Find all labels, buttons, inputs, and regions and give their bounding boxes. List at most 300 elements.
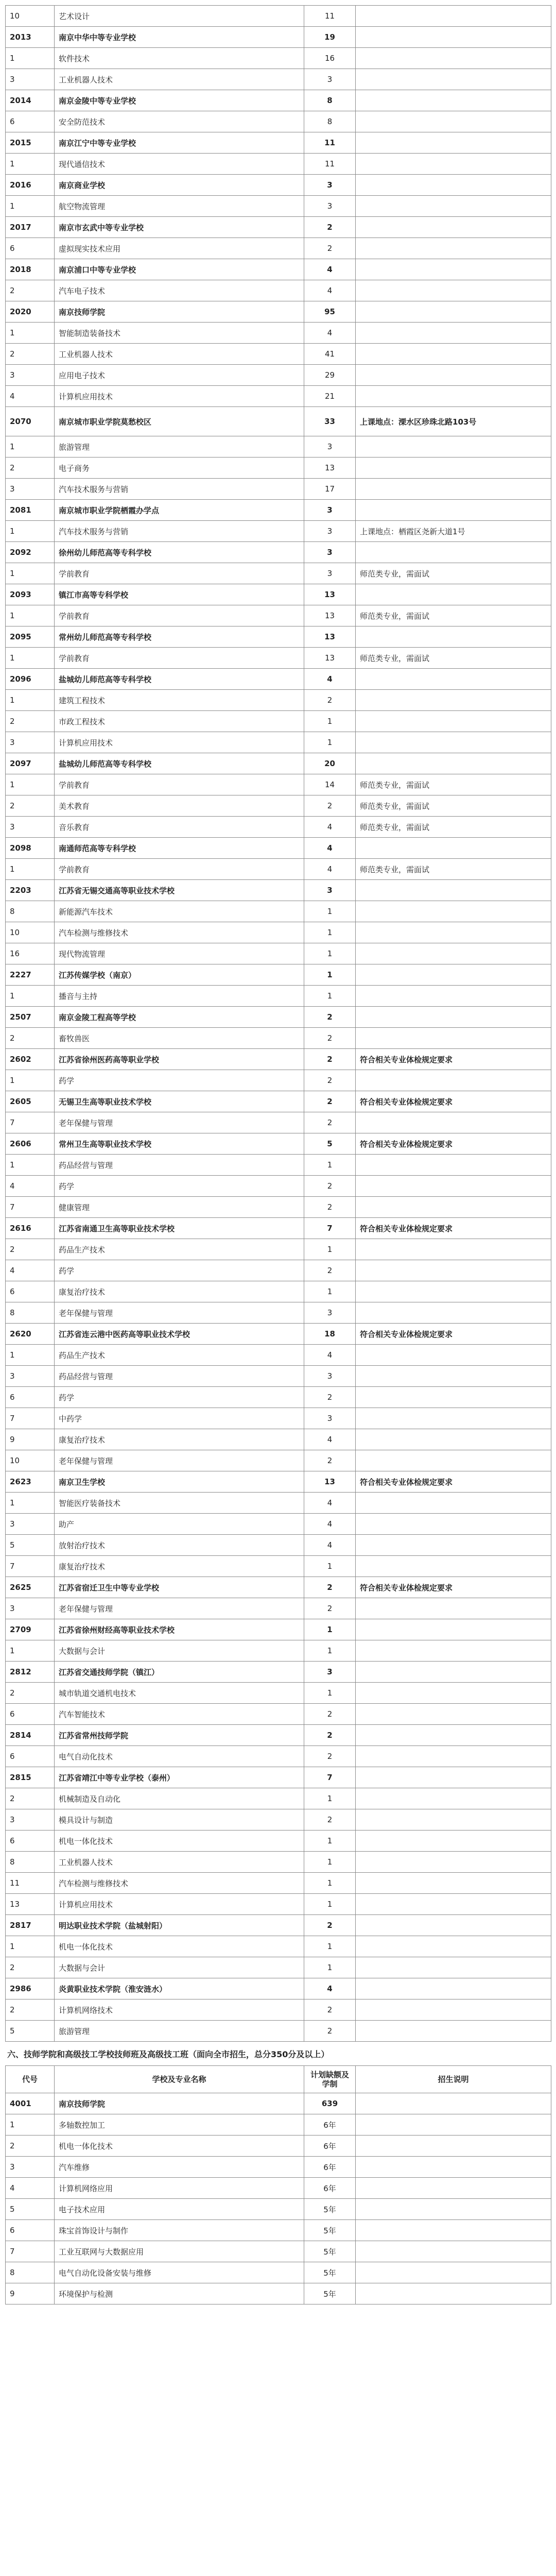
row-code: 9 xyxy=(6,2283,55,2304)
row-plan: 18 xyxy=(304,1324,356,1345)
major-row xyxy=(6,386,551,407)
row-name: 常州卫生高等职业技术学校 xyxy=(55,1133,304,1155)
school-row xyxy=(6,1324,551,1345)
major-row xyxy=(6,1999,551,2021)
row-code: 8 xyxy=(6,901,55,922)
row-note xyxy=(356,1809,551,1831)
row-plan: 4 xyxy=(304,817,356,838)
major-row xyxy=(6,2157,551,2178)
major-row xyxy=(6,457,551,479)
major-row xyxy=(6,1387,551,1408)
row-plan: 4 xyxy=(304,259,356,280)
row-note xyxy=(356,732,551,753)
row-name: 江苏省徐州财经高等职业技术学校 xyxy=(55,1619,304,1640)
major-row xyxy=(6,817,551,838)
row-code: 1 xyxy=(6,1493,55,1514)
row-name: 老年保健与管理 xyxy=(55,1598,304,1619)
row-note: 师范类专业，需面试 xyxy=(356,648,551,669)
row-note xyxy=(356,1450,551,1471)
row-note xyxy=(356,1070,551,1091)
row-plan: 1 xyxy=(304,1619,356,1640)
row-name: 畜牧兽医 xyxy=(55,1028,304,1049)
row-name: 盐城幼儿师范高等专科学校 xyxy=(55,669,304,690)
row-note xyxy=(356,1007,551,1028)
row-note xyxy=(356,2178,551,2199)
row-note xyxy=(356,1831,551,1852)
row-plan: 1 xyxy=(304,711,356,732)
row-plan: 7 xyxy=(304,1218,356,1239)
row-code: 1 xyxy=(6,1070,55,1091)
row-plan: 2 xyxy=(304,1387,356,1408)
row-name: 电子商务 xyxy=(55,457,304,479)
row-plan: 1 xyxy=(304,1239,356,1260)
major-row xyxy=(6,436,551,457)
row-note: 符合相关专业体检规定要求 xyxy=(356,1471,551,1493)
row-code: 2817 xyxy=(6,1915,55,1936)
row-note xyxy=(356,365,551,386)
row-code: 2 xyxy=(6,2136,55,2157)
row-name: 江苏省宿迁卫生中等专业学校 xyxy=(55,1577,304,1598)
row-note xyxy=(356,1598,551,1619)
row-name: 汽车技术服务与营销 xyxy=(55,479,304,500)
row-plan: 2 xyxy=(304,1260,356,1281)
row-note xyxy=(356,386,551,407)
row-plan: 2 xyxy=(304,690,356,711)
major-row xyxy=(6,1197,551,1218)
row-note xyxy=(356,111,551,132)
row-name: 播音与主持 xyxy=(55,986,304,1007)
row-note: 师范类专业，需面试 xyxy=(356,817,551,838)
row-note: 上课地点：溧水区珍珠北路103号 xyxy=(356,407,551,436)
row-plan: 1 xyxy=(304,1788,356,1809)
row-plan: 21 xyxy=(304,386,356,407)
row-plan: 1 xyxy=(304,1281,356,1302)
row-name: 康复治疗技术 xyxy=(55,1429,304,1450)
row-note xyxy=(356,711,551,732)
row-name: 南京金陵工程高等学校 xyxy=(55,1007,304,1028)
row-plan: 7 xyxy=(304,1767,356,1788)
row-name: 旅游管理 xyxy=(55,2021,304,2042)
row-name: 软件技术 xyxy=(55,48,304,69)
row-note xyxy=(356,1683,551,1704)
school-row xyxy=(6,1915,551,1936)
school-row xyxy=(6,584,551,605)
row-code: 3 xyxy=(6,1366,55,1387)
row-code: 10 xyxy=(6,1450,55,1471)
school-row xyxy=(6,301,551,323)
row-name: 汽车维修 xyxy=(55,2157,304,2178)
row-code: 6 xyxy=(6,1831,55,1852)
row-note xyxy=(356,901,551,922)
row-plan: 1 xyxy=(304,1936,356,1957)
row-plan: 1 xyxy=(304,1894,356,1915)
row-name: 计算机应用技术 xyxy=(55,732,304,753)
row-code: 3 xyxy=(6,1809,55,1831)
major-row xyxy=(6,1640,551,1662)
row-plan: 1 xyxy=(304,1852,356,1873)
row-name: 药学 xyxy=(55,1260,304,1281)
row-name: 江苏省交通技师学院（镇江） xyxy=(55,1662,304,1683)
row-note xyxy=(356,1957,551,1978)
row-plan: 17 xyxy=(304,479,356,500)
row-code: 7 xyxy=(6,1556,55,1577)
row-plan: 1 xyxy=(304,964,356,986)
row-name: 计算机网络技术 xyxy=(55,1999,304,2021)
row-plan: 33 xyxy=(304,407,356,436)
major-row xyxy=(6,238,551,259)
row-plan: 5 xyxy=(304,1133,356,1155)
row-name: 南通师范高等专科学校 xyxy=(55,838,304,859)
row-name: 环境保护与检测 xyxy=(55,2283,304,2304)
row-name: 城市轨道交通机电技术 xyxy=(55,1683,304,1704)
row-code: 2 xyxy=(6,1788,55,1809)
row-name: 机械制造及自动化 xyxy=(55,1788,304,1809)
row-code: 6 xyxy=(6,238,55,259)
school-row xyxy=(6,1091,551,1112)
school-row xyxy=(6,838,551,859)
row-code: 1 xyxy=(6,521,55,542)
major-row xyxy=(6,690,551,711)
row-plan: 20 xyxy=(304,753,356,774)
major-row xyxy=(6,1873,551,1894)
row-note xyxy=(356,344,551,365)
school-row xyxy=(6,175,551,196)
row-code: 2020 xyxy=(6,301,55,323)
row-plan: 3 xyxy=(304,69,356,90)
row-name: 中药学 xyxy=(55,1408,304,1429)
row-plan: 4 xyxy=(304,1429,356,1450)
enrollment-table xyxy=(5,5,551,2042)
row-code: 1 xyxy=(6,986,55,1007)
row-plan: 6年 xyxy=(304,2178,356,2199)
row-note xyxy=(356,1556,551,1577)
row-note: 师范类专业，需面试 xyxy=(356,859,551,880)
major-row xyxy=(6,154,551,175)
row-code: 3 xyxy=(6,69,55,90)
row-note xyxy=(356,1302,551,1324)
row-code: 8 xyxy=(6,1302,55,1324)
major-row xyxy=(6,1176,551,1197)
school-row xyxy=(6,1577,551,1598)
major-row xyxy=(6,1408,551,1429)
row-code: 9 xyxy=(6,1429,55,1450)
row-plan: 2 xyxy=(304,1049,356,1070)
row-code: 2095 xyxy=(6,626,55,648)
row-code: 3 xyxy=(6,732,55,753)
row-plan: 3 xyxy=(304,880,356,901)
row-note xyxy=(356,1408,551,1429)
row-note xyxy=(356,1619,551,1640)
major-row xyxy=(6,344,551,365)
row-name: 工业机器人技术 xyxy=(55,344,304,365)
row-code: 2 xyxy=(6,457,55,479)
row-plan: 2 xyxy=(304,1704,356,1725)
row-note: 符合相关专业体检规定要求 xyxy=(356,1577,551,1598)
major-row xyxy=(6,1070,551,1091)
row-plan: 8 xyxy=(304,111,356,132)
major-row xyxy=(6,1514,551,1535)
row-code: 1 xyxy=(6,2114,55,2136)
row-name: 江苏传媒学校（南京） xyxy=(55,964,304,986)
row-name: 南京金陵中等专业学校 xyxy=(55,90,304,111)
row-code: 2070 xyxy=(6,407,55,436)
row-plan: 11 xyxy=(304,154,356,175)
row-plan: 13 xyxy=(304,584,356,605)
row-plan: 2 xyxy=(304,238,356,259)
row-note xyxy=(356,2114,551,2136)
row-note xyxy=(356,1239,551,1260)
row-code: 2 xyxy=(6,1028,55,1049)
major-row xyxy=(6,2241,551,2262)
major-row xyxy=(6,1894,551,1915)
row-code: 6 xyxy=(6,2220,55,2241)
row-code: 1 xyxy=(6,1640,55,1662)
row-name: 明达职业技术学院（盐城射阳） xyxy=(55,1915,304,1936)
row-note xyxy=(356,753,551,774)
row-name: 无锡卫生高等职业技术学校 xyxy=(55,1091,304,1112)
row-plan: 3 xyxy=(304,175,356,196)
header-plan: 计划缺额及学制 xyxy=(304,2066,356,2093)
row-note xyxy=(356,323,551,344)
row-plan: 3 xyxy=(304,500,356,521)
school-row xyxy=(6,626,551,648)
row-code: 6 xyxy=(6,111,55,132)
row-name: 市政工程技术 xyxy=(55,711,304,732)
row-plan: 1 xyxy=(304,1155,356,1176)
row-name: 炎黄职业技术学院（淮安涟水） xyxy=(55,1978,304,1999)
row-name: 工业互联网与大数据应用 xyxy=(55,2241,304,2262)
row-code: 5 xyxy=(6,2199,55,2220)
row-plan: 1 xyxy=(304,1957,356,1978)
major-row xyxy=(6,1704,551,1725)
row-name: 南京商业学校 xyxy=(55,175,304,196)
row-plan: 2 xyxy=(304,1070,356,1091)
school-row xyxy=(6,217,551,238)
row-code: 2014 xyxy=(6,90,55,111)
row-code: 2 xyxy=(6,795,55,817)
row-code: 13 xyxy=(6,1894,55,1915)
row-name: 计算机应用技术 xyxy=(55,1894,304,1915)
major-row xyxy=(6,2178,551,2199)
row-code: 2507 xyxy=(6,1007,55,1028)
row-plan: 2 xyxy=(304,1176,356,1197)
row-plan: 2 xyxy=(304,1091,356,1112)
major-row xyxy=(6,2262,551,2283)
row-code: 2092 xyxy=(6,542,55,563)
row-note xyxy=(356,27,551,48)
row-plan: 6年 xyxy=(304,2136,356,2157)
row-note: 符合相关专业体检规定要求 xyxy=(356,1049,551,1070)
row-plan: 1 xyxy=(304,943,356,964)
major-row xyxy=(6,943,551,964)
row-note xyxy=(356,196,551,217)
row-note xyxy=(356,1725,551,1746)
school-row xyxy=(6,132,551,154)
school-row xyxy=(6,542,551,563)
row-plan: 5年 xyxy=(304,2262,356,2283)
row-code: 2 xyxy=(6,344,55,365)
row-code: 1 xyxy=(6,1345,55,1366)
header-name: 学校及专业名称 xyxy=(55,2066,304,2093)
row-note xyxy=(356,1429,551,1450)
row-plan: 4 xyxy=(304,1493,356,1514)
row-name: 应用电子技术 xyxy=(55,365,304,386)
row-plan: 13 xyxy=(304,648,356,669)
row-note xyxy=(356,154,551,175)
major-row xyxy=(6,196,551,217)
school-row xyxy=(6,753,551,774)
major-row xyxy=(6,1535,551,1556)
row-code: 2616 xyxy=(6,1218,55,1239)
row-name: 江苏省靖江中等专业学校（泰州） xyxy=(55,1767,304,1788)
row-note xyxy=(356,922,551,943)
row-code: 16 xyxy=(6,943,55,964)
row-name: 美术教育 xyxy=(55,795,304,817)
row-plan: 1 xyxy=(304,1831,356,1852)
row-plan: 4 xyxy=(304,323,356,344)
row-plan: 95 xyxy=(304,301,356,323)
row-name: 康复治疗技术 xyxy=(55,1281,304,1302)
row-name: 南京城市职业学院莫愁校区 xyxy=(55,407,304,436)
row-plan: 1 xyxy=(304,986,356,1007)
row-name: 学前教育 xyxy=(55,774,304,795)
major-row xyxy=(6,2114,551,2136)
row-code: 2013 xyxy=(6,27,55,48)
row-name: 江苏省常州技师学院 xyxy=(55,1725,304,1746)
row-code: 1 xyxy=(6,323,55,344)
row-note xyxy=(356,2136,551,2157)
major-row xyxy=(6,1683,551,1704)
row-note xyxy=(356,132,551,154)
major-row xyxy=(6,1260,551,1281)
row-name: 汽车检测与维修技术 xyxy=(55,922,304,943)
row-code: 2018 xyxy=(6,259,55,280)
row-note xyxy=(356,626,551,648)
row-code: 2812 xyxy=(6,1662,55,1683)
row-plan: 11 xyxy=(304,6,356,27)
row-code: 8 xyxy=(6,2262,55,2283)
row-plan: 1 xyxy=(304,1683,356,1704)
major-row xyxy=(6,1598,551,1619)
major-row xyxy=(6,922,551,943)
row-note xyxy=(356,175,551,196)
row-plan: 4 xyxy=(304,859,356,880)
major-row xyxy=(6,1281,551,1302)
row-name: 航空物流管理 xyxy=(55,196,304,217)
row-name: 机电一体化技术 xyxy=(55,1936,304,1957)
row-name: 工业机器人技术 xyxy=(55,1852,304,1873)
enrollment-table-body xyxy=(6,6,551,2042)
row-note xyxy=(356,838,551,859)
row-code: 2 xyxy=(6,1957,55,1978)
row-code: 3 xyxy=(6,2157,55,2178)
row-name: 大数据与会计 xyxy=(55,1640,304,1662)
row-name: 珠宝首饰设计与制作 xyxy=(55,2220,304,2241)
row-code: 1 xyxy=(6,690,55,711)
row-note xyxy=(356,1176,551,1197)
major-row xyxy=(6,859,551,880)
row-name: 学前教育 xyxy=(55,648,304,669)
school-row xyxy=(6,1619,551,1640)
row-plan: 13 xyxy=(304,457,356,479)
major-row xyxy=(6,1345,551,1366)
row-name: 学前教育 xyxy=(55,563,304,584)
row-name: 智能医疗装备技术 xyxy=(55,1493,304,1514)
row-code: 2814 xyxy=(6,1725,55,1746)
row-name: 汽车技术服务与营销 xyxy=(55,521,304,542)
row-name: 模具设计与制造 xyxy=(55,1809,304,1831)
major-row xyxy=(6,711,551,732)
row-note xyxy=(356,479,551,500)
row-note xyxy=(356,1514,551,1535)
row-code: 2093 xyxy=(6,584,55,605)
row-name: 药学 xyxy=(55,1070,304,1091)
row-name: 南京江宁中等专业学校 xyxy=(55,132,304,154)
row-note xyxy=(356,259,551,280)
row-name: 艺术设计 xyxy=(55,6,304,27)
technician-table-body xyxy=(6,2093,551,2304)
row-code: 2017 xyxy=(6,217,55,238)
row-note: 符合相关专业体检规定要求 xyxy=(356,1091,551,1112)
row-name: 汽车检测与维修技术 xyxy=(55,1873,304,1894)
row-code: 1 xyxy=(6,1936,55,1957)
row-code: 2227 xyxy=(6,964,55,986)
row-note xyxy=(356,1915,551,1936)
row-note: 师范类专业，需面试 xyxy=(356,795,551,817)
row-plan: 4 xyxy=(304,1514,356,1535)
row-note xyxy=(356,690,551,711)
major-row xyxy=(6,605,551,626)
row-name: 江苏省无锡交通高等职业技术学校 xyxy=(55,880,304,901)
technician-table xyxy=(5,2065,551,2304)
major-row xyxy=(6,1957,551,1978)
row-note xyxy=(356,1260,551,1281)
row-note xyxy=(356,1852,551,1873)
row-note xyxy=(356,217,551,238)
row-note xyxy=(356,2199,551,2220)
row-code: 7 xyxy=(6,2241,55,2262)
major-row xyxy=(6,795,551,817)
row-note xyxy=(356,2093,551,2114)
row-code: 2081 xyxy=(6,500,55,521)
row-plan: 5年 xyxy=(304,2283,356,2304)
row-name: 南京技师学院 xyxy=(55,2093,304,2114)
row-plan: 3 xyxy=(304,1302,356,1324)
row-name: 建筑工程技术 xyxy=(55,690,304,711)
row-code: 2625 xyxy=(6,1577,55,1598)
row-name: 计算机网络应用 xyxy=(55,2178,304,2199)
row-note xyxy=(356,943,551,964)
major-row xyxy=(6,1788,551,1809)
row-code: 2623 xyxy=(6,1471,55,1493)
row-plan: 13 xyxy=(304,1471,356,1493)
major-row xyxy=(6,1239,551,1260)
row-code: 3 xyxy=(6,479,55,500)
row-code: 3 xyxy=(6,365,55,386)
row-note xyxy=(356,436,551,457)
row-note xyxy=(356,1345,551,1366)
row-note: 师范类专业，需面试 xyxy=(356,774,551,795)
row-name: 药学 xyxy=(55,1387,304,1408)
major-row xyxy=(6,1493,551,1514)
row-name: 电气自动化设备安装与维修 xyxy=(55,2262,304,2283)
major-row xyxy=(6,2283,551,2304)
row-name: 大数据与会计 xyxy=(55,1957,304,1978)
row-name: 工业机器人技术 xyxy=(55,69,304,90)
row-note xyxy=(356,457,551,479)
row-plan: 3 xyxy=(304,542,356,563)
row-note xyxy=(356,69,551,90)
